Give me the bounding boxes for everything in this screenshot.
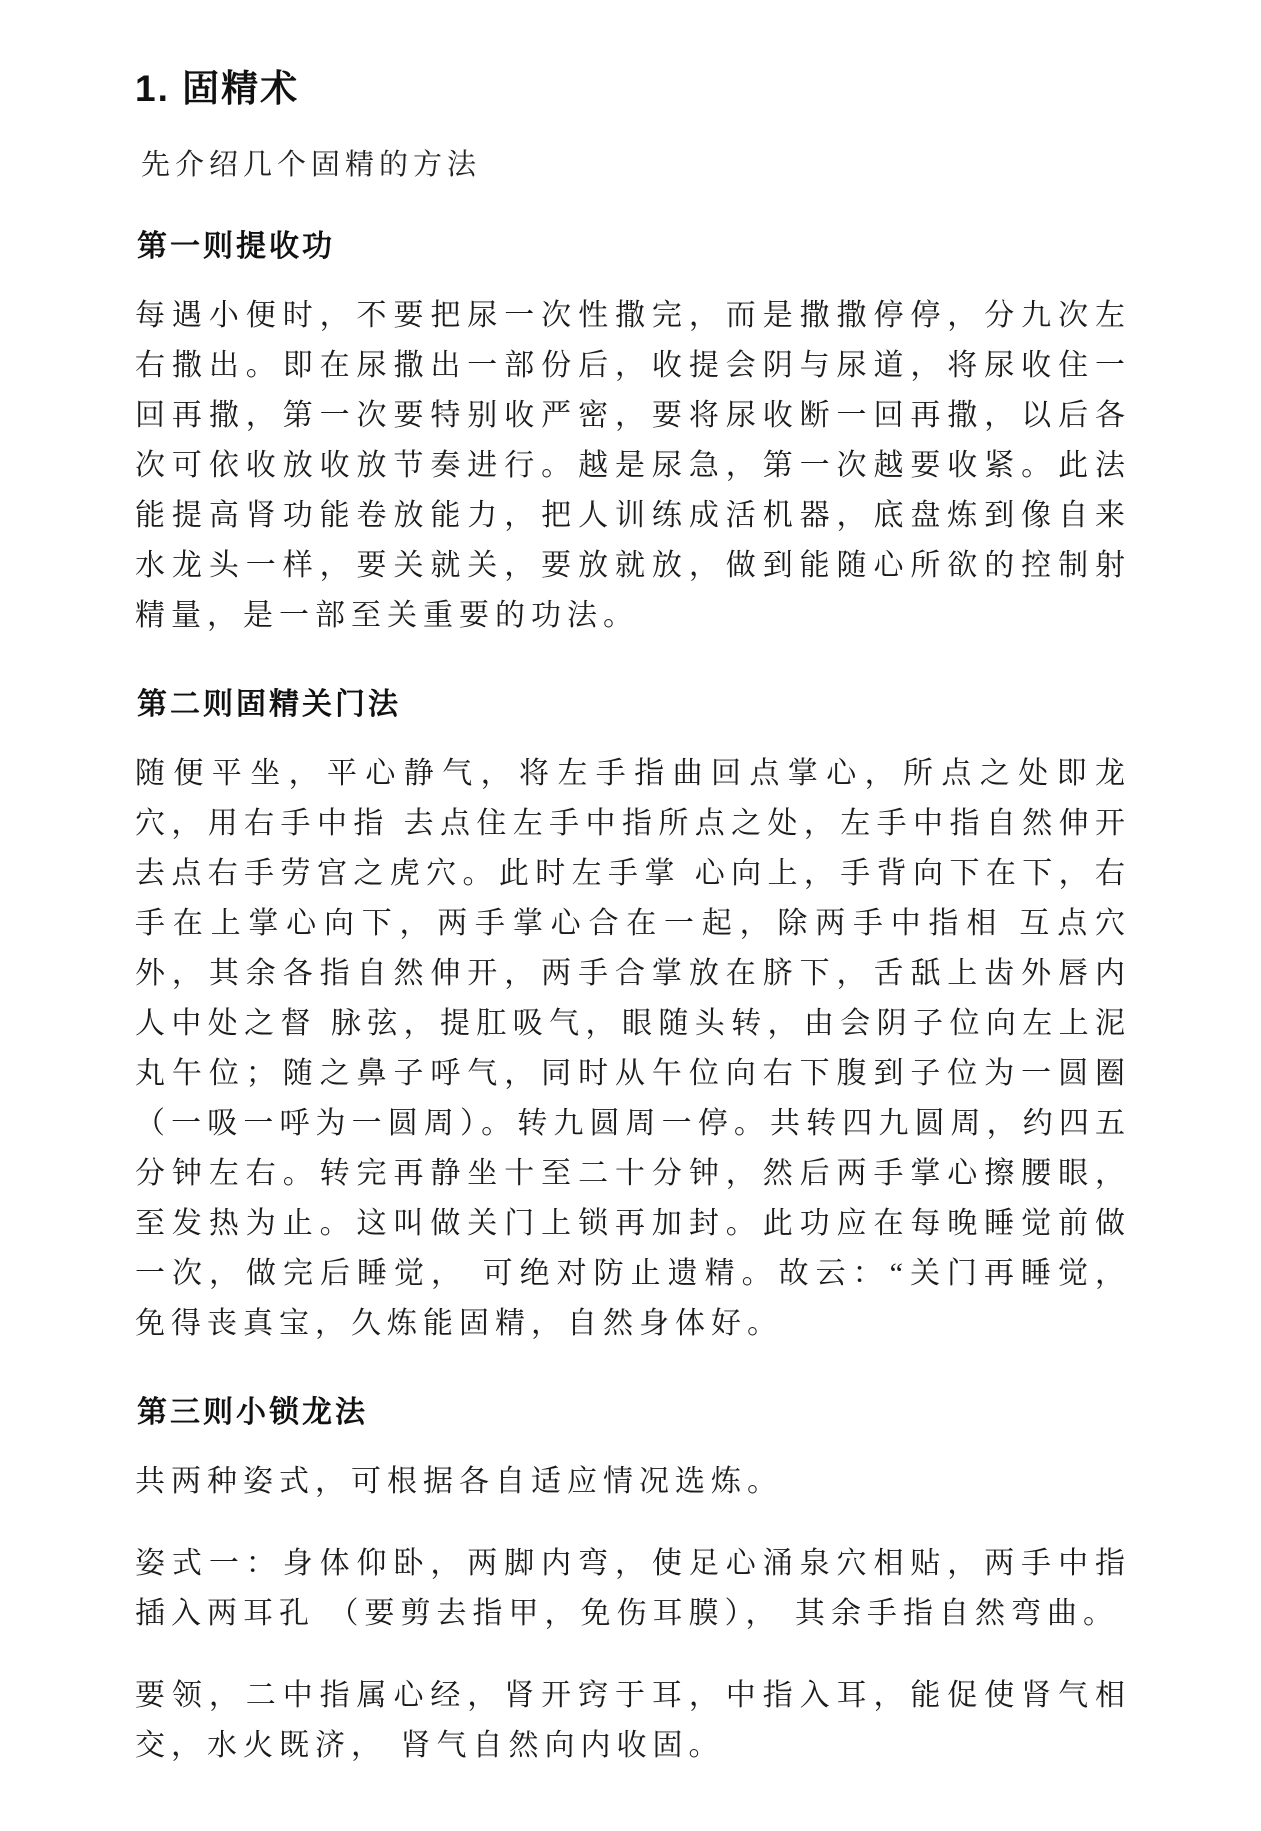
- section-lifting-method: [135, 221, 1131, 641]
- section-heading-3: 第三则小锁龙法: [137, 1396, 368, 1429]
- section-heading-2: 第二则固精关门法: [137, 688, 401, 721]
- intro-text: 先介绍几个固精的方法: [141, 149, 482, 181]
- section-3-paragraph-2: 姿式一：身体仰卧，两脚内弯，使足心涌泉穴相贴，两手中指插入两耳孔 （要剪去指甲，免伤耳膜）， 其余手指自然弯曲。: [135, 1547, 1131, 1630]
- section-3-paragraph-1: 共两种姿式，可根据各自适应情况选炼。: [135, 1465, 783, 1498]
- section-3-paragraph-3: 要领，二中指属心经，肾开窍于耳，中指入耳，能促使肾气相交，水火既济， 肾气自然向内收固。: [135, 1679, 1131, 1762]
- section-small-dragon-lock-method: [135, 1387, 1131, 1771]
- section-heading-1: 第一则提收功: [137, 230, 335, 263]
- section-2-paragraph-1: 随便平坐，平心静气，将左手指曲回点掌心，所点之处即龙穴，用右手中指 去点住左手中指所点之处，左手中指自然伸开去点右手劳宫之虎穴。此时左手掌 心向上，手背向下在下，右手在上掌心向下，两手掌心合在一起，除两手中指相 互点穴外，其余各指自然伸开，两手合掌放在脐下，舌舐上齿外唇内人中处之督 脉弦，提肛吸气，眼随头转，由会阴子位向左上泥丸午位；随之鼻子呼气，同时从午位向右下腹到子位为一圆圈（一吸一呼为一圆周）。转九圆周一停。共转四九圆周，约四五分钟左右。转完再静坐十至二十分钟，然后两手掌心擦腰眼， 至发热为止。这叫做关门上锁再加封。此功应在每晚睡觉前做一次，做完后睡觉， 可绝对防止遗精。故云：“关门再睡觉，免得丧真宝，久炼能固精，自然身体好。: [135, 757, 1131, 1340]
- section-1-paragraph-1: 每遇小便时，不要把尿一次性撒完，而是撒撒停停，分九次左右撒出。即在尿撒出一部份后，收提会阴与尿道，将尿收住一回再撒，第一次要特别收严密，要将尿收断一回再撒，以后各次可依收放收放节奏进行。越是尿急，第一次越要收紧。此法能提高肾功能卷放能力，把人训练成活机器，底盘炼到像自来水龙头一样，要关就关，要放就放，做到能随心所欲的控制射精量，是一部至关重要的功法。: [135, 299, 1131, 632]
- doc-title: 1. 固精术: [135, 68, 300, 109]
- section-door-closing-method: [135, 679, 1131, 1349]
